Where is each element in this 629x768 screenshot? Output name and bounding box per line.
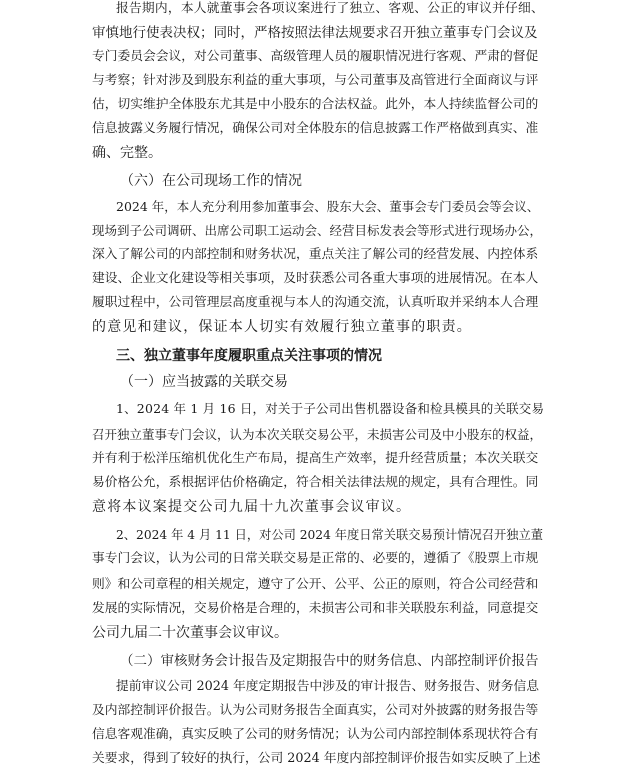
paragraph-line: 及内部控制评价报告。认为公司财务报告全面真实，公司对外披露的财务报告等 [92,703,539,718]
paragraph-line: 并有利于松洋压缩机优化生产布局，提高生产效率，提升经营质量；本次关联交 [92,451,539,466]
paragraph-line: 确、完整。 [92,145,162,161]
paragraph-line: 公司九届二十次董事会议审议。 [92,625,288,641]
paragraph-line: 1、2024 年 1 月 16 日，对关于子公司出售机器设备和检具模具的关联交易 [116,401,545,416]
paragraph-line: 建设、企业文化建设等相关事项，及时获悉公司各重大事项的进展情况。在本人 [92,271,539,286]
section-heading: （六）在公司现场工作的情况 [120,173,302,189]
paragraph-line: 召开独立董事专门会议，认为本次关联交易公平，未损害公司及中小股东的权益， [92,427,543,442]
paragraph-line: 估，切实维护全体股东尤其是中小股东的合法权益。此外，本人持续监督公司的 [92,97,539,112]
paragraph-line: 深入了解公司的内部控制和财务状况，重点关注了解公司的经营发展、内控体系 [92,247,539,262]
paragraph-line: 提前审议公司 2024 年度定期报告中涉及的审计报告、财务报告、财务信息 [116,679,540,694]
paragraph-line: 信息披露义务履行情况，确保公司对全体股东的信息披露工作严格做到真实、准 [92,121,539,136]
paragraph-line: 意将本议案提交公司九届十九次董事会议审议。 [92,499,412,515]
section-heading: （二）审核财务会计报告及定期报告中的财务信息、内部控制评价报告 [120,653,539,669]
section-heading: （一）应当披露的关联交易 [120,374,288,390]
paragraph-line: 履职过程中，公司管理层高度重视与本人的沟通交流，认真听取并采纳本人合理 [92,295,539,310]
paragraph-line: 2、2024 年 4 月 11 日，对公司 2024 年度日常关联交易预计情况召开独立董 [116,528,544,542]
paragraph-line: 易价格公允，系根据评估价格确定，符合相关法律法规的规定，具有合理性。同 [92,475,539,490]
paragraph-line: 报告期内，本人就董事会各项议案进行了独立、客观、公正的审议并仔细、 [116,1,544,16]
paragraph-line: 审慎地行使表决权；同时，严格按照法律法规要求召开独立董事专门会议及 [92,25,538,41]
paragraph-line: 的意见和建议，保证本人切实有效履行独立董事的职责。 [92,319,472,335]
paragraph-line: 与考察；针对涉及到股东利益的重大事项，与公司董事及高管进行全面商议与评 [92,73,539,88]
paragraph-line: 发展的实际情况，交易价格是合理的，未损害公司和非关联股东利益，同意提交 [92,601,539,616]
paragraph-line: 2024 年，本人充分利用参加董事会、股东大会、董事会专门委员会等会议、 [116,199,540,214]
paragraph-line: 则》和公司章程的相关规定，遵守了公开、公平、公正的原则，符合公司经营和 [92,577,539,592]
paragraph-line: 专门委员会会议，对公司董事、高级管理人员的履职情况进行客观、严肃的督促 [92,49,539,64]
paragraph-line: 关要求，得到了较好的执行，公司 2024 年度内部控制评价报告如实反映了上述 [92,751,541,766]
paragraph-line: 信息客观准确，真实反映了公司的财务情况；认为公司内部控制体系现状符合有 [92,727,539,742]
chapter-heading: 三、独立董事年度履职重点关注事项的情况 [116,348,382,364]
paragraph-line: 事专门会议，认为公司的日常关联交易是正常的、必要的，遵循了《股票上市规 [92,551,539,566]
paragraph-line: 现场到子公司调研、出席公司职工运动会、经营目标发表会等形式进行现场办公， [92,223,543,238]
